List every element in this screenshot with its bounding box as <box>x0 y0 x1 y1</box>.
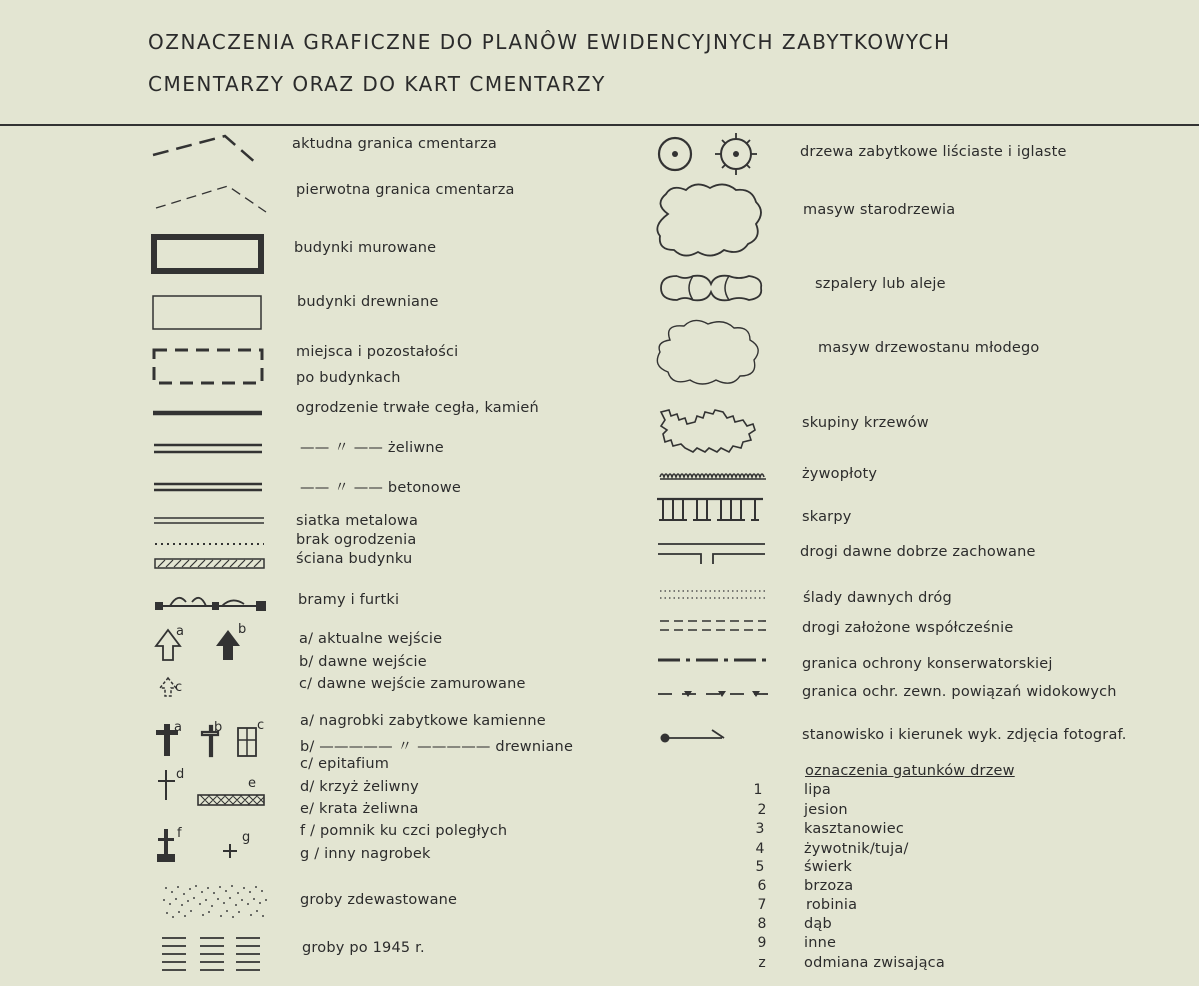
label-concrete-fence: —— 〃 —— betonowe <box>300 480 462 496</box>
embankment-symbol <box>655 494 767 526</box>
letter-f-gravestone: f <box>177 826 182 841</box>
label-wooden-building: budynki drewniane <box>297 294 439 310</box>
label-shrub-groups: skupiny krzewów <box>802 415 929 431</box>
label-old-growth-stand: masyw starodrzewia <box>803 202 956 218</box>
label-post-1945-graves: groby po 1945 r. <box>302 940 425 956</box>
legend-title-line-2: CMENTARZY ORAZ DO KART CMENTARZY <box>148 72 606 96</box>
species-name: robinia <box>806 897 858 913</box>
post-1945-graves-symbol <box>158 932 268 976</box>
label-wooden-gravestones: b/ ————— 〃 ————— drewniane <box>300 739 574 755</box>
label-old-roads: drogi dawne dobrze zachowane <box>800 544 1036 560</box>
avenue-symbol <box>655 268 770 308</box>
species-name: jesion <box>804 802 848 818</box>
label-view-protection-boundary: granica ochr. zewn. powiązań widokowych <box>802 684 1117 700</box>
devastated-graves-symbol <box>158 880 273 924</box>
label-old-road-traces: ślady dawnych dróg <box>803 590 952 606</box>
letter-c-entrance: c <box>175 680 183 695</box>
view-protection-boundary-symbol <box>656 686 771 702</box>
cast-iron-cross <box>158 770 175 800</box>
species-number: 7 <box>757 897 767 913</box>
species-number: 4 <box>755 841 765 857</box>
building-remains-symbol <box>148 342 268 390</box>
other-gravestone-cross <box>223 844 237 858</box>
old-growth-stand-symbol <box>650 180 770 262</box>
label-conservation-boundary: granica ochrony konserwatorskiej <box>802 656 1053 672</box>
letter-b-entrance: b <box>238 622 247 637</box>
species-name: świerk <box>804 859 852 875</box>
label-stone-gravestones: a/ nagrobki zabytkowe kamienne <box>300 713 546 729</box>
entrance-symbols <box>150 622 270 712</box>
letter-d-gravestone: d <box>176 767 185 782</box>
letter-a-gravestone: a <box>174 720 183 735</box>
species-list-header: oznaczenia gatunków drzew <box>805 763 1015 779</box>
masonry-building-symbol <box>145 230 270 278</box>
label-photo-position: stanowisko i kierunek wyk. zdjęcia fotograf. <box>802 727 1127 743</box>
species-name: inne <box>804 935 837 951</box>
modern-roads-symbol <box>658 616 770 636</box>
species-number: z <box>758 955 766 971</box>
label-cast-iron-fence: —— 〃 —— żeliwne <box>300 440 444 456</box>
label-young-stand: masyw drzewostanu młodego <box>818 340 1040 356</box>
conservation-boundary-symbol <box>656 652 771 668</box>
species-number: 8 <box>757 916 767 932</box>
label-other-gravestone: g / inny nagrobek <box>300 846 431 862</box>
label-building-remains-2: po budynkach <box>296 370 401 386</box>
permanent-fence-symbol <box>150 404 268 420</box>
species-number: 9 <box>757 935 767 951</box>
photo-position-symbol <box>656 726 736 748</box>
species-name: lipa <box>804 782 831 798</box>
legend-title-line-1: OZNACZENIA GRAFICZNE DO PLANÔW EWIDENCYJNYCH ZABYTKOWYCH <box>148 30 951 54</box>
label-metal-mesh: siatka metalowa <box>296 513 419 529</box>
wooden-building-symbol <box>148 290 268 334</box>
label-former-entrance: b/ dawne wejście <box>299 654 427 670</box>
old-roads-symbol <box>655 538 770 568</box>
species-name: żywotnik/tuja/ <box>804 841 909 857</box>
hedge-symbol <box>658 468 770 484</box>
species-name: brzoza <box>804 878 854 894</box>
label-gates: bramy i furtki <box>298 592 400 608</box>
label-hedges: żywopłoty <box>802 466 878 482</box>
letter-e-gravestone: e <box>248 776 257 791</box>
label-building-wall: ściana budynku <box>296 551 413 567</box>
shrub-groups-symbol <box>655 400 770 456</box>
concrete-fence-symbol <box>152 480 268 496</box>
species-number: 1 <box>753 782 763 798</box>
gravestone-symbols <box>150 716 280 876</box>
letter-c-gravestone: c <box>257 718 265 733</box>
title-divider <box>0 124 1199 126</box>
label-epitaph: c/ epitafium <box>300 756 390 772</box>
species-number: 6 <box>757 878 767 894</box>
label-permanent-fence: ogrodzenie trwałe cegła, kamień <box>296 400 539 416</box>
letter-b-gravestone: b <box>214 720 223 735</box>
label-modern-roads: drogi założone współcześnie <box>802 620 1014 636</box>
war-memorial-symbol <box>158 829 174 854</box>
fence-type-symbols <box>152 514 268 576</box>
letter-g-gravestone: g <box>242 830 251 845</box>
walled-entrance-arrow <box>160 678 176 696</box>
label-war-memorial: f / pomnik ku czci poległych <box>300 823 508 839</box>
historic-trees-symbol <box>652 126 772 182</box>
label-original-boundary: pierwotna granica cmentarza <box>296 182 515 198</box>
label-current-entrance: a/ aktualne wejście <box>299 631 443 647</box>
species-name: dąb <box>804 916 832 932</box>
label-cast-iron-grate: e/ krata żeliwna <box>300 801 419 817</box>
label-building-remains-1: miejsca i pozostałości <box>296 344 459 360</box>
original-boundary-symbol <box>148 178 278 218</box>
gates-symbol <box>152 586 270 616</box>
label-embankments: skarpy <box>802 509 852 525</box>
label-walled-entrance: c/ dawne wejście zamurowane <box>299 676 526 692</box>
label-masonry-building: budynki murowane <box>294 240 437 256</box>
label-current-boundary: aktudna granica cmentarza <box>292 136 498 152</box>
young-stand-symbol <box>650 316 770 390</box>
species-name: kasztanowiec <box>804 821 905 837</box>
species-name: odmiana zwisająca <box>804 955 945 971</box>
label-cast-iron-cross: d/ krzyż żeliwny <box>300 779 419 795</box>
species-number: 2 <box>757 802 767 818</box>
species-number: 3 <box>755 821 765 837</box>
label-no-fence: brak ogrodzenia <box>296 532 417 548</box>
species-number: 5 <box>755 859 765 875</box>
letter-a-entrance: a <box>176 624 185 639</box>
label-avenue: szpalery lub aleje <box>815 276 946 292</box>
former-entrance-arrow <box>216 630 240 660</box>
cast-iron-fence-symbol <box>152 440 268 458</box>
current-boundary-symbol <box>145 130 275 170</box>
label-devastated-graves: groby zdewastowane <box>300 892 458 908</box>
label-historic-trees: drzewa zabytkowe liściaste i iglaste <box>800 144 1067 160</box>
old-road-traces-symbol <box>658 586 770 604</box>
